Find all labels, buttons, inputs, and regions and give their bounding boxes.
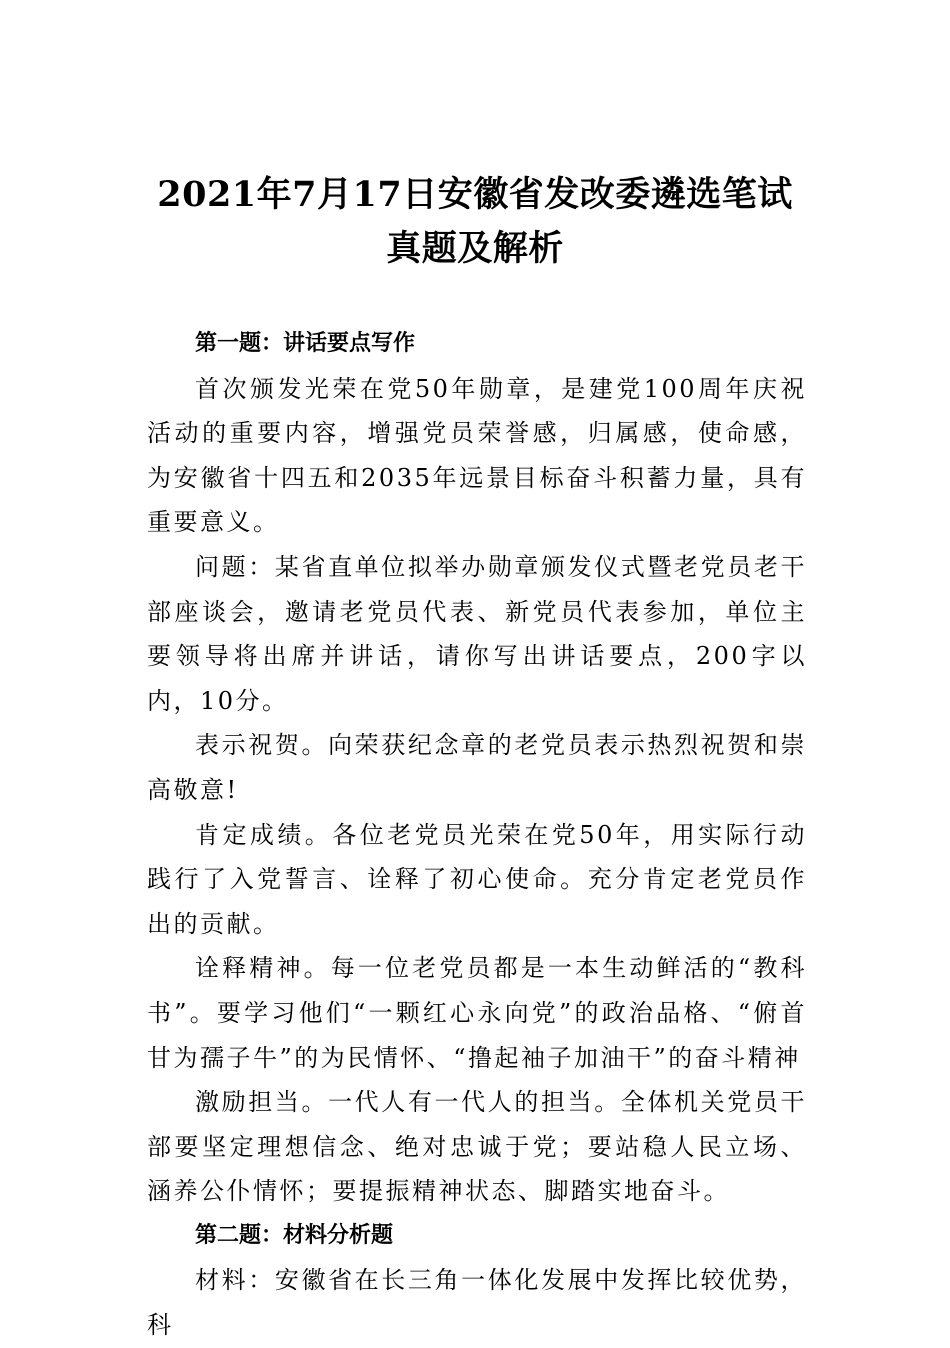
q1-background-paragraph: 首次颁发光荣在党50年勋章，是建党100周年庆祝活动的重要内容，增强党员荣誉感，归属感，使命感，为安徽省十四五和2035年远景目标奋斗积蓄力量，具有重要意义。 [147, 374, 807, 537]
q1-point-spirit: 诠释精神。每一位老党员都是一本生动鲜活的“教科书”。要学习他们“一颗红心永向党”的政治品格、“俯首甘为孺子牛”的为民情怀、“撸起袖子加油干”的奋斗精神 [147, 954, 807, 1072]
section-heading-q1: 第一题：讲话要点写作 [195, 331, 416, 356]
document-body [147, 322, 807, 1348]
q1-question-paragraph: 问题：某省直单位拟举办勋章颁发仪式暨老党员老干部座谈会，邀请老党员代表、新党员代表参加，单位主要领导将出席并讲话，请你写出讲话要点，200字以内，10分。 [147, 552, 807, 715]
q1-point-inspire: 激励担当。一代人有一代人的担当。全体机关党员干部要坚定理想信念、绝对忠诚于党；要站稳人民立场、涵养公仆情怀；要提振精神状态、脚踏实地奋斗。 [147, 1088, 807, 1206]
section-heading-q2: 第二题：材料分析题 [195, 1222, 394, 1248]
q1-point-affirm: 肯定成绩。各位老党员光荣在党50年，用实际行动践行了入党誓言、诠释了初心使命。充分肯定老党员作出的贡献。 [147, 820, 807, 938]
q2-material-paragraph: 材料：安徽省在长三角一体化发展中发挥比较优势，科 [147, 1266, 807, 1340]
document-title: 2021年7月17日安徽省发改委遴选笔试真题及解析 [157, 174, 793, 269]
q1-point-congratulate: 表示祝贺。向荣获纪念章的老党员表示热烈祝贺和崇高敬意! [147, 731, 807, 804]
